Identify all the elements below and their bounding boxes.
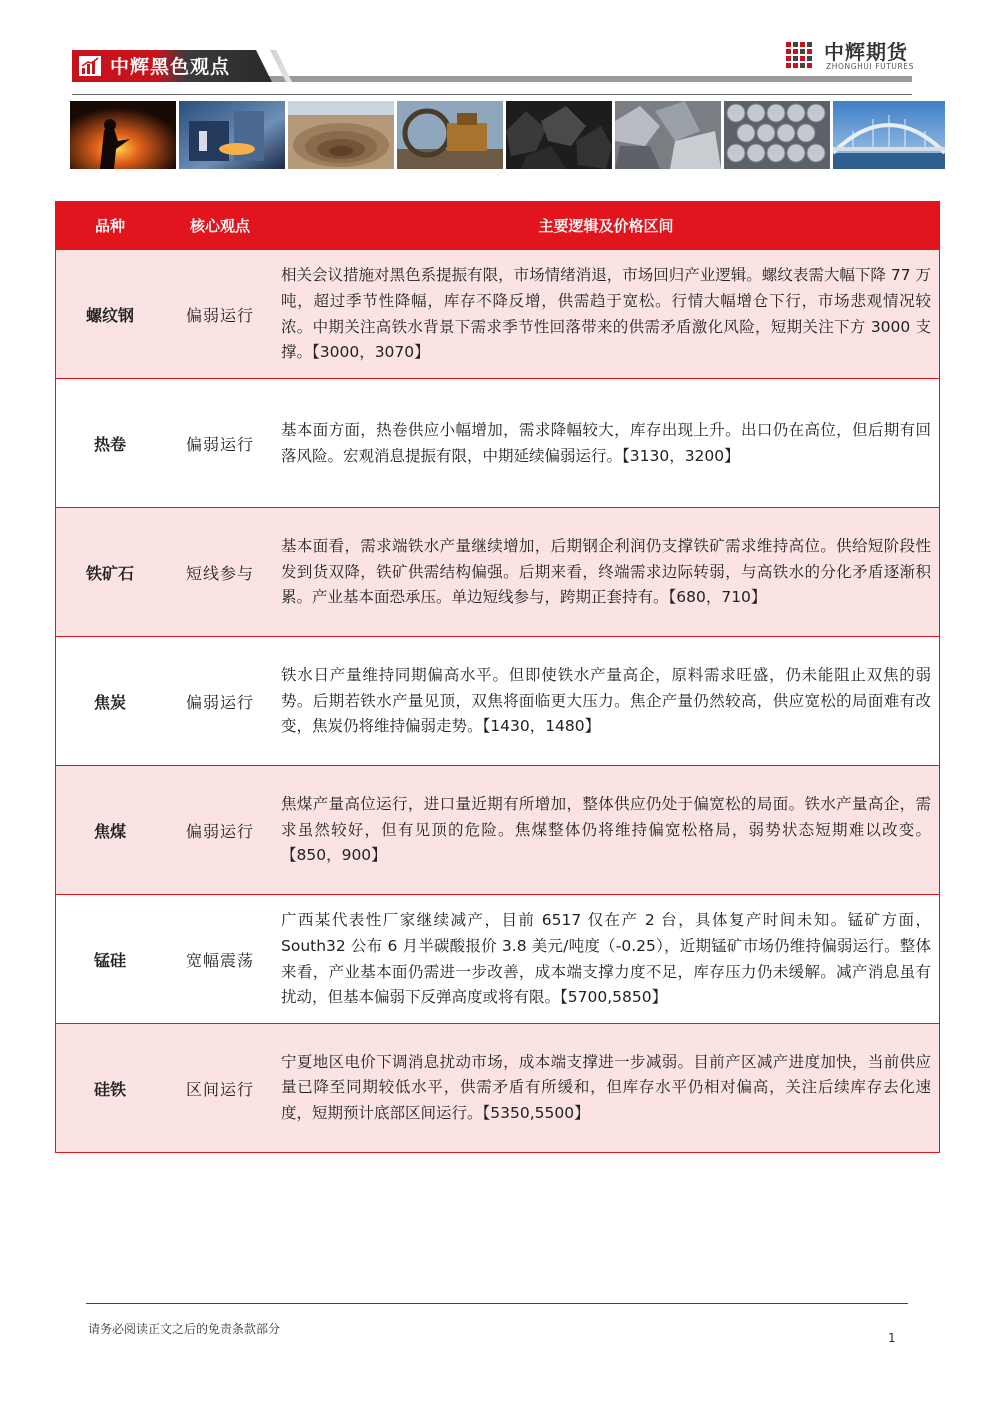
row-view: 偏弱运行 xyxy=(185,306,254,325)
steel-bridge-photo xyxy=(833,101,945,169)
photo-strip xyxy=(70,101,945,169)
table-row-coke xyxy=(56,637,939,766)
row-name: 铁矿石 xyxy=(85,564,134,583)
row-logic-text: 相关会议措施对黑色系提振有限，市场情绪消退，市场回归产业逻辑。螺纹表需大幅下降 77 万吨，超过季节性降幅，库存不降反增，供需趋于宽松。行情大幅增仓下行，市场悲观情况较浓。中期关注高铁水背景下需求季节性回落带来的供需矛盾激化风险，短期关注下方 3000 支撑。【3000，3070】 xyxy=(281,266,931,362)
header-logic-range: 主要逻辑及价格区间 xyxy=(538,217,674,235)
table-row-hot-coil xyxy=(56,379,939,508)
row-logic xyxy=(281,250,931,379)
row-view: 偏弱运行 xyxy=(185,435,254,454)
page-title: 中辉黑色观点 xyxy=(110,56,231,78)
table-row-coking-coal xyxy=(56,766,939,895)
row-view: 偏弱运行 xyxy=(185,822,254,841)
table-row-rebar xyxy=(56,250,939,379)
row-logic-text: 宁夏地区电价下调消息扰动市场，成本端支撑进一步减弱。目前产区减产进度加快，当前供应量已降至同期较低水平，供需矛盾有所缓和，但库存水平仍相对偏高，关注后续库存去化速度，短期预计底部区间运行。【5350,5500】 xyxy=(281,1052,931,1122)
table-row-ferrosilicon xyxy=(56,1024,939,1152)
row-view: 偏弱运行 xyxy=(185,693,254,712)
coal-lumps-photo xyxy=(506,101,612,169)
header-divider xyxy=(72,94,912,95)
page-number: 1 xyxy=(888,1331,896,1345)
steel-mill-photo xyxy=(179,101,285,169)
row-logic xyxy=(281,1024,931,1152)
viewpoint-table xyxy=(55,201,940,1153)
footer-disclaimer: 请务必阅读正文之后的免责条款部分 xyxy=(88,1322,281,1336)
molten-steel-worker-photo xyxy=(70,101,176,169)
row-logic xyxy=(281,508,931,637)
row-logic-text: 铁水日产量维持同期偏高水平。但即使铁水产量高企，原料需求旺盛，仍未能阻止双焦的弱势。后期若铁水产量见顶，双焦将面临更大压力。焦企产量仍然较高，供应宽松的局面难有改变，焦炭仍将维持偏弱走势。【1430，1480】 xyxy=(281,666,931,736)
table-row-iron-ore xyxy=(56,508,939,637)
row-logic xyxy=(281,766,931,895)
row-name: 焦煤 xyxy=(93,822,126,841)
row-logic-text: 基本面看，需求端铁水产量继续增加，后期钢企利润仍支撑铁矿需求维持高位。供给短阶段性发到货双降，铁矿供需结构偏强。后期来看，终端需求边际转弱，与高铁水的分化矛盾逐渐积累。产业基本面恐承压。单边短线参与，跨期正套持有。【680，710】 xyxy=(281,537,931,607)
bar-chart-icon xyxy=(79,56,101,76)
row-logic xyxy=(281,379,931,508)
row-name: 焦炭 xyxy=(93,693,126,712)
table-header-row xyxy=(56,202,939,250)
row-logic xyxy=(281,895,931,1024)
row-view: 宽幅震荡 xyxy=(185,951,254,970)
row-view: 短线参与 xyxy=(185,564,254,583)
row-name: 热卷 xyxy=(93,435,126,454)
rebar-bundle-photo xyxy=(724,101,830,169)
company-logo xyxy=(786,38,936,74)
row-name: 螺纹钢 xyxy=(85,306,134,325)
row-logic-text: 基本面方面，热卷供应小幅增加，需求降幅较大，库存出现上升。出口仍在高位，但后期有回落风险。宏观消息提振有限，中期延续偏弱运行。【3130，3200】 xyxy=(281,420,931,465)
row-logic-text: 广西某代表性厂家继续减产，目前 6517 仅在产 2 台，具体复产时间未知。锰矿方面，South32 公布 6 月半碳酸报价 3.8 美元/吨度（-0.25），近期锰矿市场仍维持偏弱运行。整体来看，产业基本面仍需进一步改善，成本端支撑力度不足，库存压力仍未缓解。减产消息虽有扰动，但基本偏弱下反弹高度或将有限。【5700,5850】 xyxy=(281,911,931,1007)
logo-chinese-name: 中辉期货 xyxy=(824,40,908,64)
open-pit-mine-photo xyxy=(288,101,394,169)
row-name: 锰硅 xyxy=(93,951,126,970)
row-view: 区间运行 xyxy=(185,1079,254,1099)
logo-grid-icon xyxy=(786,40,816,70)
logo-english-name: ZHONGHUI FUTURES xyxy=(826,62,915,71)
row-name: 硅铁 xyxy=(93,1079,126,1099)
row-logic xyxy=(281,637,931,766)
footer-divider xyxy=(86,1303,908,1304)
table-row-silicomanganese xyxy=(56,895,939,1024)
row-logic-text: 焦煤产量高位运行，进口量近期有所增加，整体供应仍处于偏宽松的局面。铁水产量高企，需求虽然较好，但有见顶的危险。焦煤整体仍将维持偏宽松格局，弱势状态短期难以改变。【850，900】 xyxy=(281,795,931,865)
header-core-view: 核心观点 xyxy=(189,217,250,235)
header-variety: 品种 xyxy=(94,217,125,235)
metal-ore-photo xyxy=(615,101,721,169)
mining-excavator-photo xyxy=(397,101,503,169)
